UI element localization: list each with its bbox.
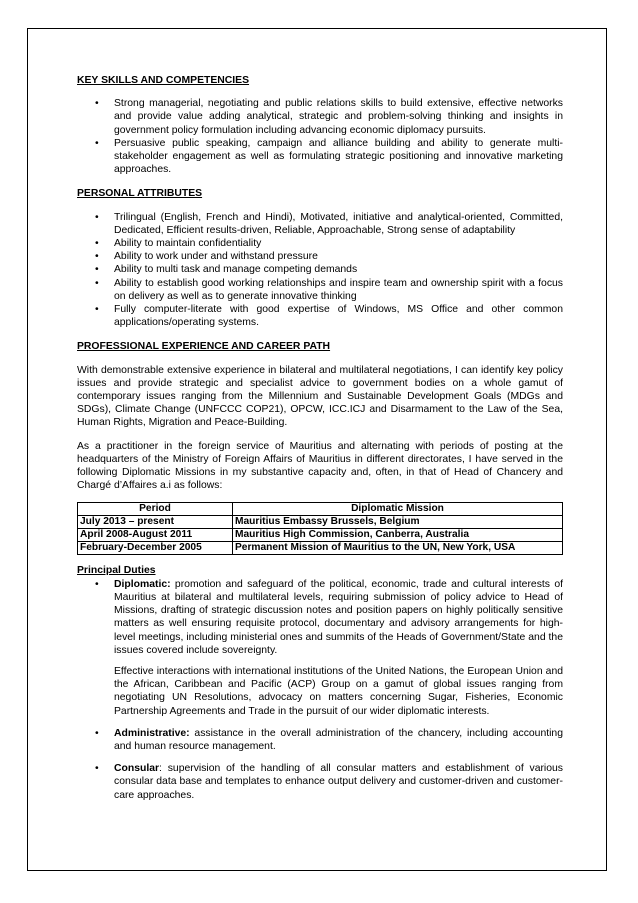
- bullet-icon: •: [95, 304, 99, 316]
- bullet-icon: •: [95, 578, 99, 590]
- duty-label: Administrative:: [114, 727, 190, 739]
- column-header-mission: Diplomatic Mission: [233, 503, 563, 516]
- list-item: [77, 762, 563, 802]
- bullet-icon: •: [95, 98, 99, 110]
- cv-page-content: [77, 74, 563, 813]
- skills-heading: KEY SKILLS AND COMPETENCIES: [77, 75, 250, 86]
- experience-heading: PROFESSIONAL EXPERIENCE AND CAREER PATH: [77, 341, 331, 353]
- table-row: [78, 516, 563, 529]
- period-cell: April 2008-August 2011: [78, 529, 233, 542]
- list-item: [77, 727, 563, 753]
- diplomatic-duty: Diplomatic: promotion and safeguard of the political, economic, trade and cultural interests of Mauritius at bilateral and multilateral levels, requiring submission of policy advice to Head of Missions, drafting of strategic discussion notes and position papers on highly politically sensitive matters as well ensuring requisite protocol, documentary and advisory arrangements for high-level meetings, including ministerial ones and summits of the Heads of Government/State and the issues covered include sovereignty.: [114, 578, 563, 656]
- missions-table: [77, 502, 563, 555]
- table-row: [78, 529, 563, 542]
- period-cell: July 2013 – present: [78, 516, 233, 529]
- period-cell: February-December 2005: [78, 542, 233, 555]
- bullet-icon: •: [95, 238, 99, 250]
- mission-cell: Mauritius Embassy Brussels, Belgium: [233, 516, 563, 529]
- duty-label: Diplomatic:: [114, 578, 171, 590]
- consular-duty: Consular: supervision of the handling of all consular matters and establishment of various consular data base and templates to enhance output delivery and customer-driven and customer-care approaches.: [114, 763, 563, 801]
- bullet-icon: •: [95, 251, 99, 263]
- bullet-icon: •: [95, 727, 99, 739]
- bullet-icon: •: [95, 137, 99, 149]
- list-item: • Trilingual (English, French and Hindi), Motivated, initiative and analytical-oriented, Committed, Dedicated, Efficient results-driven, Reliable, Approachable, Strong sense of adaptability: [95, 211, 563, 236]
- duties-list: [77, 578, 563, 802]
- skills-list: [77, 97, 563, 176]
- bullet-icon: •: [95, 264, 99, 276]
- attributes-list: [77, 211, 563, 330]
- administrative-duty: Administrative: assistance in the overall administration of the chancery, including accounting and human resource management.: [114, 727, 563, 752]
- diplomatic-duty-continued: Effective interactions with international institutions of the United Nations, the European Union and the African, Caribbean and Pacific (ACP) Group on a gamut of global issues ranging from negotiating UN Resolutions, advocacy on matters concerning Sugar, Fisheries, Economic Partnership Agreements and Trade in the pursuit of our wider diplomatic interests.: [114, 665, 563, 717]
- duties-heading: Principal Duties: [77, 565, 156, 577]
- duty-label: Consular: [114, 763, 160, 775]
- attributes-heading: PERSONAL ATTRIBUTES: [77, 188, 203, 200]
- list-item: • Ability to establish good working relationships and inspire team and ownership spirit with a focus on delivery as well as to generate innovative thinking: [95, 277, 563, 302]
- list-item: [77, 578, 563, 718]
- mission-cell: Permanent Mission of Mauritius to the UN, New York, USA: [233, 542, 563, 555]
- list-item: • Persuasive public speaking, campaign and alliance building and ability to generate multi-stakeholder engagement as well as formulating strategic positioning and innovative marketing approaches.: [95, 137, 563, 176]
- bullet-icon: •: [95, 211, 99, 223]
- bullet-icon: •: [95, 277, 99, 289]
- mission-cell: Mauritius High Commission, Canberra, Australia: [233, 529, 563, 542]
- list-item: • Ability to maintain confidentiality: [95, 238, 262, 250]
- experience-paragraph-2: As a practitioner in the foreign service of Mauritius and alternating with periods of posting at the headquarters of the Ministry of Foreign Affairs of Mauritius in different directorates, I have served in the following Diplomatic Missions in my substantive capacity and, often, in that of Head of Chancery and Chargé d’Affaires a.i as follows:: [77, 440, 563, 492]
- experience-paragraph-1: With demonstrable extensive experience in bilateral and multilateral negotiations, I can identify key policy issues and provide strategic and specialist advice to government bodies on a whole gamut of contemporary issues ranging from the Millennium and Sustainable Development Goals (MDGs and SDGs), Climate Change (UNFCCC COP21), OPCW, ICC.ICJ and Disarmament to the Law of the Sea, Human Rights, Migration and Peace-Building.: [77, 364, 563, 429]
- table-row: [78, 542, 563, 555]
- list-item: • Fully computer-literate with good expertise of Windows, MS Office and other common applications/operating systems.: [95, 304, 563, 329]
- column-header-period: Period: [78, 503, 233, 516]
- list-item: • Strong managerial, negotiating and public relations skills to build extensive, effective networks and provide value adding analytical, strategic and problem-solving thinking and insights in government policy formulation including advancing economic diplomacy pursuits.: [95, 98, 563, 136]
- table-header-row: [78, 503, 563, 516]
- list-item: • Ability to multi task and manage competing demands: [95, 264, 358, 276]
- list-item: • Ability to work under and withstand pressure: [95, 251, 318, 263]
- bullet-icon: •: [95, 763, 99, 775]
